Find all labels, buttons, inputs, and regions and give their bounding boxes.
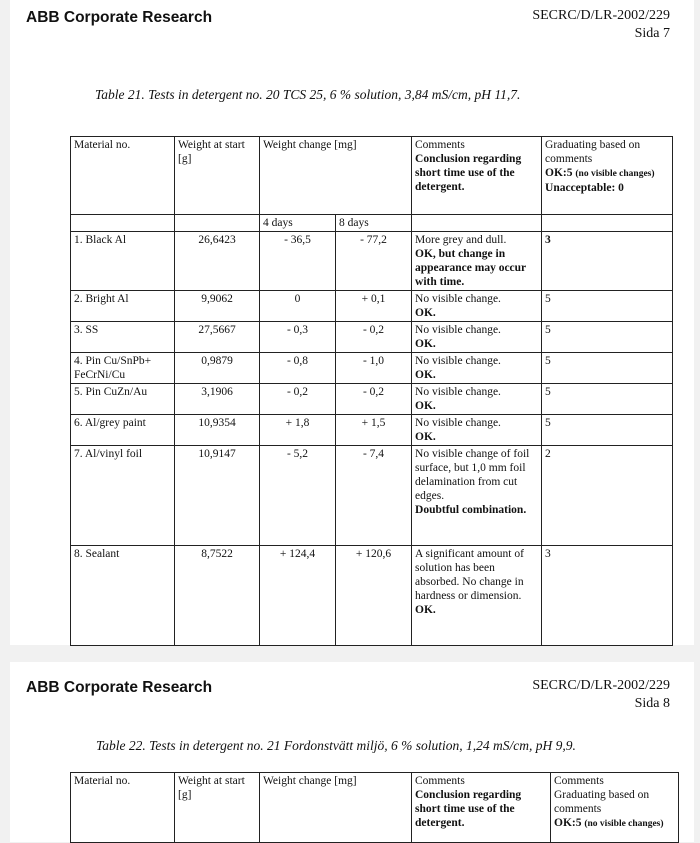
header-grading-label: Graduating based on comments — [554, 789, 650, 815]
cell-weight: 8,7522 — [175, 546, 260, 646]
table-row — [71, 353, 673, 384]
header-ok-note: (no visible changes) — [584, 819, 664, 829]
conclusion-text: OK. — [415, 604, 436, 616]
cell-comment — [412, 384, 542, 415]
cell-8-days: - 0,2 — [336, 384, 412, 415]
cell-material: 2. Bright Al — [71, 291, 175, 322]
cell-weight: 3,1906 — [175, 384, 260, 415]
table-row — [71, 232, 673, 291]
header-weight-change: Weight change [mg] — [260, 137, 412, 215]
header-comments-label: Comments — [415, 775, 465, 787]
cell-grade: 5 — [542, 322, 673, 353]
table-header-row — [71, 137, 673, 215]
header-ok-label: OK:5 — [554, 817, 582, 829]
comment-text: No visible change. — [415, 324, 501, 336]
cell-comment — [412, 546, 542, 646]
conclusion-text: OK. — [415, 431, 436, 443]
comment-text: More grey and dull. — [415, 234, 507, 246]
cell-grade: 5 — [542, 384, 673, 415]
cell-material: 5. Pin CuZn/Au — [71, 384, 175, 415]
cell-material: 4. Pin Cu/SnPb+ FeCrNi/Cu — [71, 353, 175, 384]
cell-4-days: - 0,3 — [260, 322, 336, 353]
cell-weight: 27,5667 — [175, 322, 260, 353]
comment-text: No visible change. — [415, 417, 501, 429]
report-id: SECRC/D/LR-2002/229 — [532, 8, 670, 23]
cell-8-days: + 0,1 — [336, 291, 412, 322]
conclusion-text: OK, but change in appearance may occur with time. — [415, 248, 526, 288]
page-header-reference — [532, 7, 670, 43]
table-header-row — [71, 773, 679, 843]
header-comments — [412, 137, 542, 215]
document-page-7 — [10, 0, 694, 645]
cell-8-days: - 0,2 — [336, 322, 412, 353]
table-subheader-row — [71, 215, 673, 232]
table-caption: Table 22. Tests in detergent no. 21 Fordonstvätt miljö, 6 % solution, 1,24 mS/cm, pH 9,9. — [96, 738, 576, 753]
header-weight-start: Weight at start [g] — [175, 773, 260, 843]
cell-weight: 0,9879 — [175, 353, 260, 384]
table-row — [71, 446, 673, 546]
page-number: Sida 7 — [634, 26, 670, 41]
page-number: Sida 8 — [634, 696, 670, 711]
comment-text: No visible change. — [415, 293, 501, 305]
header-ok-note: (no visible changes) — [575, 169, 655, 179]
cell-weight: 26,6423 — [175, 232, 260, 291]
cell-material: 7. Al/vinyl foil — [71, 446, 175, 546]
conclusion-text: OK. — [415, 369, 436, 381]
table-row — [71, 546, 673, 646]
cell-weight: 9,9062 — [175, 291, 260, 322]
table-caption: Table 21. Tests in detergent no. 20 TCS 25, 6 % solution, 3,84 mS/cm, pH 11,7. — [95, 87, 521, 102]
organization-name: ABB Corporate Research — [26, 9, 213, 26]
document-page-8 — [10, 662, 694, 842]
header-unacceptable: Unacceptable: 0 — [545, 182, 624, 194]
header-comments-label-2: Comments — [554, 775, 604, 787]
table-row — [71, 322, 673, 353]
results-table-21 — [70, 136, 673, 646]
cell-material: 3. SS — [71, 322, 175, 353]
cell-4-days: - 0,8 — [260, 353, 336, 384]
cell-4-days: + 1,8 — [260, 415, 336, 446]
header-weight-change: Weight change [mg] — [260, 773, 412, 843]
header-8-days: 8 days — [336, 215, 412, 232]
table-row — [71, 291, 673, 322]
conclusion-text: OK. — [415, 400, 436, 412]
cell-comment — [412, 415, 542, 446]
header-conclusion: Conclusion regarding short time use of the detergent. — [415, 789, 522, 829]
cell-4-days: - 0,2 — [260, 384, 336, 415]
header-weight-start: Weight at start [g] — [175, 137, 260, 215]
cell-grade: 3 — [542, 232, 673, 291]
results-table-22 — [70, 772, 679, 843]
cell-8-days: - 7,4 — [336, 446, 412, 546]
cell-8-days: + 120,6 — [336, 546, 412, 646]
cell-grade: 5 — [542, 415, 673, 446]
cell-8-days: - 77,2 — [336, 232, 412, 291]
page-header-reference — [532, 677, 670, 713]
cell-comment — [412, 291, 542, 322]
header-grading — [551, 773, 679, 843]
cell-4-days: - 5,2 — [260, 446, 336, 546]
cell-material: 8. Sealant — [71, 546, 175, 646]
cell-grade: 5 — [542, 291, 673, 322]
header-comments — [412, 773, 551, 843]
conclusion-text: Doubtful combination. — [415, 504, 527, 516]
cell-grade: 5 — [542, 353, 673, 384]
cell-grade: 3 — [542, 546, 673, 646]
cell-material: 6. Al/grey paint — [71, 415, 175, 446]
conclusion-text: OK. — [415, 307, 436, 319]
cell-weight: 10,9147 — [175, 446, 260, 546]
cell-grade: 2 — [542, 446, 673, 546]
cell-comment — [412, 322, 542, 353]
comment-text: No visible change. — [415, 386, 501, 398]
header-grading-label: Graduating based on comments — [545, 139, 641, 165]
cell-comment — [412, 446, 542, 546]
header-material: Material no. — [71, 773, 175, 843]
cell-8-days: - 1,0 — [336, 353, 412, 384]
conclusion-text: OK. — [415, 338, 436, 350]
cell-comment — [412, 353, 542, 384]
table-row — [71, 415, 673, 446]
cell-material: 1. Black Al — [71, 232, 175, 291]
header-conclusion: Conclusion regarding short time use of the detergent. — [415, 153, 522, 193]
organization-name: ABB Corporate Research — [26, 679, 213, 696]
cell-weight: 10,9354 — [175, 415, 260, 446]
table-row — [71, 384, 673, 415]
cell-4-days: - 36,5 — [260, 232, 336, 291]
header-comments-label: Comments — [415, 139, 465, 151]
cell-4-days: + 124,4 — [260, 546, 336, 646]
header-material: Material no. — [71, 137, 175, 215]
cell-comment — [412, 232, 542, 291]
header-4-days: 4 days — [260, 215, 336, 232]
cell-4-days: 0 — [260, 291, 336, 322]
header-grading — [542, 137, 673, 215]
cell-8-days: + 1,5 — [336, 415, 412, 446]
comment-text: No visible change. — [415, 355, 501, 367]
comment-text: No visible change of foil surface, but 1,0 mm foil delamination from cut edges. — [415, 448, 530, 502]
report-id: SECRC/D/LR-2002/229 — [532, 678, 670, 693]
header-ok-label: OK:5 — [545, 167, 573, 179]
comment-text: A significant amount of solution has been absorbed. No change in hardness or dimension. — [415, 548, 524, 602]
